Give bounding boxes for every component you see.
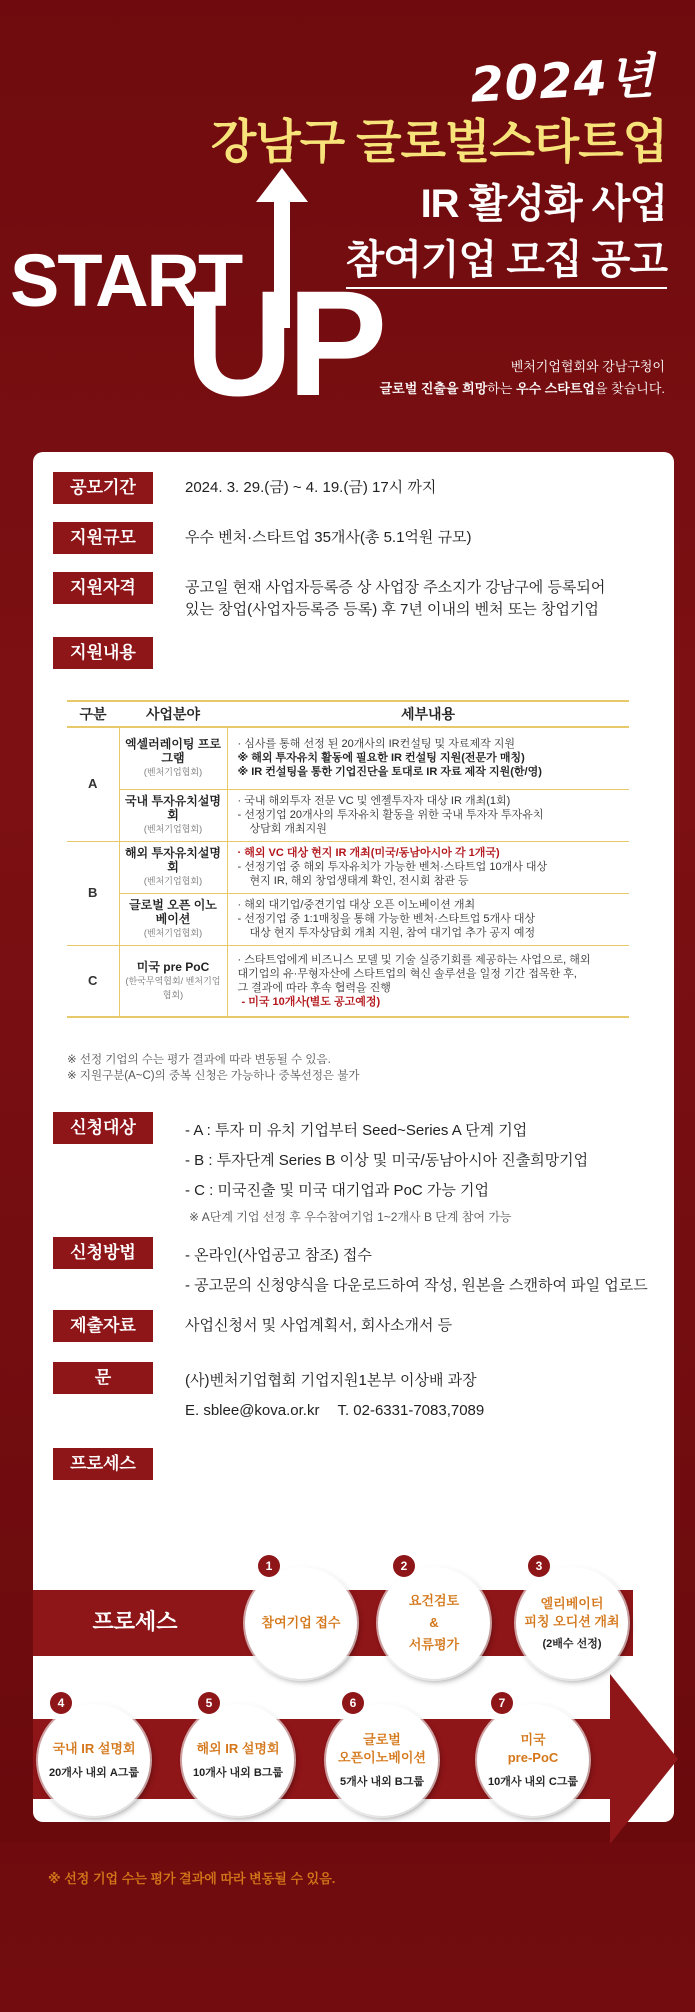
process-diagram <box>0 1532 695 2012</box>
process-step-4: 국내 IR 설명회 20개사 내외 A그룹 <box>38 1704 150 1816</box>
target-tag: 신청대상 <box>53 1112 153 1144</box>
sub-title-2: 참여기업 모집 공고 <box>346 228 667 289</box>
detail-cell: · 국내 해외투자 전문 VC 및 엔젤투자자 대상 IR 개최(1회) - 선정기업 20개사의 투자유치 활동을 위한 국내 투자자 투자유치 상담회 개최지원 <box>227 789 629 841</box>
field-cell: 해외 투자유치설명회 (벤처기업협회) <box>119 841 227 893</box>
start-word: START <box>10 239 242 322</box>
process-tag: 프로세스 <box>53 1448 153 1480</box>
group-b: B <box>67 841 119 945</box>
up-word: UP <box>185 259 382 427</box>
detail-cell: · 해외 VC 대상 현지 IR 개최(미국/동남아시아 각 1개국) - 선정기업 중 해외 투자유치가 가능한 벤처·스타트업 10개사 대상 현지 IR, 해외 창업생태계 확인, 전시회 참관 등 <box>227 841 629 893</box>
field-cell: 글로벌 오픈 이노베이션 (벤처기업협회) <box>119 893 227 945</box>
contact-email[interactable]: E. sblee@kova.or.kr <box>185 1402 320 1419</box>
contact-tag: 문 의 <box>53 1362 153 1394</box>
field-cell: 국내 투자유치설명회 (벤처기업협회) <box>119 789 227 841</box>
process-footnote: ※ 선정 기업 수는 평가 결과에 따라 변동될 수 있음. <box>48 1871 336 1886</box>
field-cell: 엑셀러레이팅 프로그램 (벤처기업협회) <box>119 727 227 789</box>
content-card <box>33 452 674 1886</box>
contact-phone: T. 02-6331-7083,7089 <box>337 1402 485 1419</box>
group-c: C <box>67 945 119 1017</box>
table-row <box>67 841 629 893</box>
detail-cell: · 해외 대기업/중견기업 대상 오픈 이노베이션 개최 - 선정기업 중 1:1매칭을 통해 가능한 벤처·스타트업 5개사 대상 대상 현지 투자상담회 개최 지원, 참여 대기업 추가 공지 예정 <box>227 893 629 945</box>
process-arrow-icon <box>610 1674 680 1844</box>
sub-title-1: IR 활성화 사업 <box>420 182 667 226</box>
scale-text: 우수 벤처·스타트업 35개사(총 5.1억원 규모) <box>185 529 472 546</box>
step-number: 7 <box>491 1692 513 1714</box>
poster-header <box>0 0 695 450</box>
header-description <box>380 356 665 400</box>
support-table <box>67 700 629 1018</box>
table-notes: ※ 선정 기업의 수는 평가 결과에 따라 변동될 수 있음. ※ 지원구분(A~C)의 중복 신청은 가능하나 중복선정은 불가 <box>67 1054 360 1082</box>
method-text: - 온라인(사업공고 참조) 접수 - 공고문의 신청양식을 다운로드하여 작성, 원본을 스캔하여 파일 업로드 <box>185 1247 648 1294</box>
table-header: 세부내용 <box>227 701 629 727</box>
eligibility-tag: 지원자격 <box>53 572 153 604</box>
table-row <box>67 945 629 1017</box>
process-step-2: 요건검토 & 서류평가 <box>378 1567 490 1679</box>
period-tag: 공모기간 <box>53 472 153 504</box>
detail-cell: · 심사를 통해 선정 된 20개사의 IR컨설팅 및 자료제작 지원 ※ 해외 투자유치 활동에 필요한 IR 컨설팅 지원(전문가 매칭) ※ IR 컨설팅을 통한 기업진단을 토대로 IR 자료 제작 지원(한/영) <box>227 727 629 789</box>
process-step-7: 미국 pre-PoC 10개사 내외 C그룹 <box>477 1704 589 1816</box>
process-step-1: 참여기업 접수 <box>245 1567 357 1679</box>
header-desc-line2: 글로벌 진출을 희망하는 우수 스타트업을 찾습니다. <box>379 381 665 396</box>
docs-text: 사업신청서 및 사업계획서, 회사소개서 등 <box>185 1317 453 1334</box>
content-tag: 지원내용 <box>53 637 153 669</box>
period-text: 2024. 3. 29.(금) ~ 4. 19.(금) 17시 까지 <box>185 479 437 496</box>
step-number: 2 <box>393 1555 415 1577</box>
target-text: - A : 투자 미 유치 기업부터 Seed~Series A 단계 기업 - B : 투자단계 Series B 이상 및 미국/동남아시아 진출희망기업 - C : 미국진출 및 미국 대기업과 PoC 가능 기업 ※ A단계 기업 선정 후 우수참여기업 1~2개사 B 단계 참여 가능 <box>185 1122 589 1224</box>
field-cell: 미국 pre PoC (한국무역협회/ 벤처기업협회) <box>119 945 227 1017</box>
main-title: 강남구 글로벌스타트업 <box>210 115 667 168</box>
table-header: 구분 <box>67 701 119 727</box>
process-step-5: 해외 IR 설명회 10개사 내외 B그룹 <box>182 1704 294 1816</box>
docs-tag: 제출자료 <box>53 1310 153 1342</box>
step-number: 5 <box>198 1692 220 1714</box>
table-row <box>67 893 629 945</box>
step-number: 6 <box>342 1692 364 1714</box>
scale-tag: 지원규모 <box>53 522 153 554</box>
group-a: A <box>67 727 119 841</box>
table-header-row <box>67 701 629 727</box>
step-number: 1 <box>258 1555 280 1577</box>
header-desc-line1: 벤처기업협회와 강남구청이 <box>510 359 665 374</box>
step-number: 4 <box>50 1692 72 1714</box>
contact-text: (사)벤처기업협회 기업지원1본부 이상배 과장 E. sblee@kova.or.kr T. 02-6331-7083,7089 <box>185 1372 485 1419</box>
step-number: 3 <box>528 1555 550 1577</box>
table-header: 사업분야 <box>119 701 227 727</box>
detail-cell: · 스타트업에게 비즈니스 모델 및 기술 실증기회를 제공하는 사업으로, 해외 대기업의 유·무형자산에 스타트업의 혁신 솔루션을 일정 기간 접목한 후, 그 결과에 따라 후속 협력을 진행 - 미국 10개사(별도 공고예정) <box>227 945 629 1017</box>
process-step-3: 엘리베이터 피칭 오디션 개최 (2배수 선정) <box>516 1567 628 1679</box>
eligibility-text: 공고일 현재 사업자등록증 상 사업장 주소지가 강남구에 등록되어 있는 창업(사업자등록증 등록) 후 7년 이내의 벤처 또는 창업기업 <box>185 579 606 618</box>
table-row <box>67 789 629 841</box>
process-band-label: 프로세스 <box>92 1609 178 1634</box>
table-row <box>67 727 629 789</box>
process-step-6: 글로벌 오픈이노베이션 5개사 내외 B그룹 <box>326 1704 438 1816</box>
method-tag: 신청방법 <box>53 1237 153 1269</box>
year-title: 2024년 <box>468 48 657 114</box>
